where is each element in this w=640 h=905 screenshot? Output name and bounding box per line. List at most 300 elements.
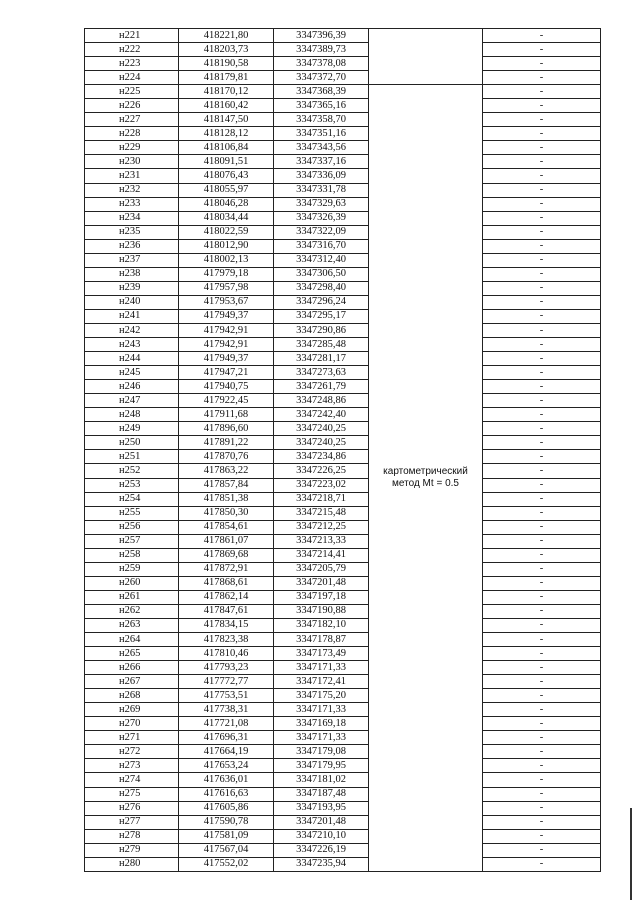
table-row [85, 576, 601, 590]
point-id-cell: н231 [85, 169, 179, 183]
point-id-cell: н258 [85, 548, 179, 562]
y-coordinate-cell: 3347179,95 [274, 759, 369, 773]
x-coordinate-cell: 417581,09 [179, 829, 274, 843]
point-id-cell: н225 [85, 85, 179, 99]
x-coordinate-cell: 417862,14 [179, 590, 274, 604]
accuracy-cell: - [483, 43, 601, 57]
point-id-cell: н228 [85, 127, 179, 141]
x-coordinate-cell: 417940,75 [179, 380, 274, 394]
y-coordinate-cell: 3347331,78 [274, 183, 369, 197]
x-coordinate-cell: 418046,28 [179, 197, 274, 211]
y-coordinate-cell: 3347171,33 [274, 661, 369, 675]
x-coordinate-cell: 417721,08 [179, 717, 274, 731]
x-coordinate-cell: 417664,19 [179, 745, 274, 759]
x-coordinate-cell: 418190,58 [179, 57, 274, 71]
accuracy-cell: - [483, 57, 601, 71]
table-row [85, 633, 601, 647]
y-coordinate-cell: 3347212,25 [274, 520, 369, 534]
point-id-cell: н279 [85, 843, 179, 857]
x-coordinate-cell: 417857,84 [179, 478, 274, 492]
table-row [85, 29, 601, 43]
table-row [85, 338, 601, 352]
table-row [85, 281, 601, 295]
table-row [85, 478, 601, 492]
accuracy-cell: - [483, 604, 601, 618]
point-id-cell: н227 [85, 113, 179, 127]
x-coordinate-cell: 417851,38 [179, 492, 274, 506]
accuracy-cell: - [483, 323, 601, 337]
accuracy-cell: - [483, 281, 601, 295]
point-id-cell: н230 [85, 155, 179, 169]
x-coordinate-cell: 417567,04 [179, 843, 274, 857]
x-coordinate-cell: 418034,44 [179, 211, 274, 225]
point-id-cell: н273 [85, 759, 179, 773]
point-id-cell: н252 [85, 464, 179, 478]
table-row [85, 99, 601, 113]
point-id-cell: н274 [85, 773, 179, 787]
y-coordinate-cell: 3347351,16 [274, 127, 369, 141]
accuracy-cell: - [483, 745, 601, 759]
point-id-cell: н233 [85, 197, 179, 211]
accuracy-cell: - [483, 492, 601, 506]
x-coordinate-cell: 417896,60 [179, 422, 274, 436]
point-id-cell: н244 [85, 352, 179, 366]
x-coordinate-cell: 417869,68 [179, 548, 274, 562]
point-id-cell: н249 [85, 422, 179, 436]
accuracy-cell: - [483, 731, 601, 745]
y-coordinate-cell: 3347223,02 [274, 478, 369, 492]
y-coordinate-cell: 3347312,40 [274, 253, 369, 267]
table-row [85, 183, 601, 197]
x-coordinate-cell: 417949,37 [179, 352, 274, 366]
accuracy-cell: - [483, 239, 601, 253]
y-coordinate-cell: 3347201,48 [274, 815, 369, 829]
x-coordinate-cell: 418128,12 [179, 127, 274, 141]
accuracy-cell: - [483, 703, 601, 717]
y-coordinate-cell: 3347235,94 [274, 857, 369, 871]
point-id-cell: н222 [85, 43, 179, 57]
table-row [85, 464, 601, 478]
point-id-cell: н260 [85, 576, 179, 590]
table-row [85, 197, 601, 211]
x-coordinate-cell: 417834,15 [179, 618, 274, 632]
accuracy-cell: - [483, 352, 601, 366]
x-coordinate-cell: 417753,51 [179, 689, 274, 703]
table-row [85, 548, 601, 562]
point-id-cell: н221 [85, 29, 179, 43]
point-id-cell: н268 [85, 689, 179, 703]
accuracy-cell: - [483, 576, 601, 590]
y-coordinate-cell: 3347295,17 [274, 309, 369, 323]
y-coordinate-cell: 3347337,16 [274, 155, 369, 169]
accuracy-cell: - [483, 71, 601, 85]
table-row [85, 787, 601, 801]
x-coordinate-cell: 417738,31 [179, 703, 274, 717]
table-row [85, 169, 601, 183]
point-id-cell: н237 [85, 253, 179, 267]
point-id-cell: н246 [85, 380, 179, 394]
x-coordinate-cell: 418147,50 [179, 113, 274, 127]
table-row [85, 717, 601, 731]
accuracy-cell: - [483, 183, 601, 197]
accuracy-cell: - [483, 548, 601, 562]
accuracy-cell: - [483, 295, 601, 309]
point-id-cell: н250 [85, 436, 179, 450]
method-label-line2: метод Mt = 0.5 [392, 478, 459, 489]
y-coordinate-cell: 3347226,25 [274, 464, 369, 478]
point-id-cell: н239 [85, 281, 179, 295]
y-coordinate-cell: 3347205,79 [274, 562, 369, 576]
table-row [85, 450, 601, 464]
point-id-cell: н278 [85, 829, 179, 843]
table-row [85, 352, 601, 366]
y-coordinate-cell: 3347329,63 [274, 197, 369, 211]
accuracy-cell: - [483, 801, 601, 815]
accuracy-cell: - [483, 759, 601, 773]
x-coordinate-cell: 417949,37 [179, 309, 274, 323]
y-coordinate-cell: 3347172,41 [274, 675, 369, 689]
x-coordinate-cell: 417911,68 [179, 408, 274, 422]
y-coordinate-cell: 3347234,86 [274, 450, 369, 464]
accuracy-cell: - [483, 155, 601, 169]
y-coordinate-cell: 3347169,18 [274, 717, 369, 731]
accuracy-cell: - [483, 85, 601, 99]
x-coordinate-cell: 417942,91 [179, 338, 274, 352]
point-id-cell: н257 [85, 534, 179, 548]
accuracy-cell: - [483, 211, 601, 225]
table-row [85, 366, 601, 380]
accuracy-cell: - [483, 197, 601, 211]
accuracy-cell: - [483, 843, 601, 857]
point-id-cell: н243 [85, 338, 179, 352]
accuracy-cell: - [483, 29, 601, 43]
point-id-cell: н277 [85, 815, 179, 829]
y-coordinate-cell: 3347210,10 [274, 829, 369, 843]
x-coordinate-cell: 418022,59 [179, 225, 274, 239]
accuracy-cell: - [483, 857, 601, 871]
y-coordinate-cell: 3347326,39 [274, 211, 369, 225]
table-row [85, 295, 601, 309]
accuracy-cell: - [483, 534, 601, 548]
accuracy-cell: - [483, 267, 601, 281]
y-coordinate-cell: 3347378,08 [274, 57, 369, 71]
table-row [85, 85, 601, 99]
point-id-cell: н248 [85, 408, 179, 422]
x-coordinate-cell: 417636,01 [179, 773, 274, 787]
y-coordinate-cell: 3347226,19 [274, 843, 369, 857]
y-coordinate-cell: 3347201,48 [274, 576, 369, 590]
x-coordinate-cell: 417793,23 [179, 661, 274, 675]
accuracy-cell: - [483, 464, 601, 478]
table-row [85, 731, 601, 745]
accuracy-cell: - [483, 253, 601, 267]
x-coordinate-cell: 417823,38 [179, 633, 274, 647]
x-coordinate-cell: 417590,78 [179, 815, 274, 829]
y-coordinate-cell: 3347396,39 [274, 29, 369, 43]
y-coordinate-cell: 3347182,10 [274, 618, 369, 632]
point-id-cell: н280 [85, 857, 179, 871]
table-row [85, 520, 601, 534]
point-id-cell: н259 [85, 562, 179, 576]
y-coordinate-cell: 3347197,18 [274, 590, 369, 604]
point-id-cell: н234 [85, 211, 179, 225]
point-id-cell: н275 [85, 787, 179, 801]
y-coordinate-cell: 3347290,86 [274, 323, 369, 337]
x-coordinate-cell: 418160,42 [179, 99, 274, 113]
accuracy-cell: - [483, 689, 601, 703]
y-coordinate-cell: 3347365,16 [274, 99, 369, 113]
x-coordinate-cell: 417891,22 [179, 436, 274, 450]
accuracy-cell: - [483, 225, 601, 239]
table-row [85, 127, 601, 141]
table-row [85, 253, 601, 267]
accuracy-cell: - [483, 618, 601, 632]
point-id-cell: н264 [85, 633, 179, 647]
point-id-cell: н267 [85, 675, 179, 689]
table-row [85, 323, 601, 337]
y-coordinate-cell: 3347190,88 [274, 604, 369, 618]
table-row [85, 436, 601, 450]
table-row [85, 155, 601, 169]
y-coordinate-cell: 3347296,24 [274, 295, 369, 309]
point-id-cell: н276 [85, 801, 179, 815]
y-coordinate-cell: 3347281,17 [274, 352, 369, 366]
x-coordinate-cell: 417616,63 [179, 787, 274, 801]
point-id-cell: н229 [85, 141, 179, 155]
accuracy-cell: - [483, 422, 601, 436]
table-row [85, 773, 601, 787]
y-coordinate-cell: 3347173,49 [274, 647, 369, 661]
point-id-cell: н254 [85, 492, 179, 506]
y-coordinate-cell: 3347240,25 [274, 436, 369, 450]
x-coordinate-cell: 418106,84 [179, 141, 274, 155]
x-coordinate-cell: 417605,86 [179, 801, 274, 815]
point-id-cell: н240 [85, 295, 179, 309]
table-row [85, 57, 601, 71]
y-coordinate-cell: 3347187,48 [274, 787, 369, 801]
accuracy-cell: - [483, 127, 601, 141]
accuracy-cell: - [483, 675, 601, 689]
y-coordinate-cell: 3347273,63 [274, 366, 369, 380]
margin-mark [630, 808, 632, 900]
table-row [85, 267, 601, 281]
x-coordinate-cell: 417854,61 [179, 520, 274, 534]
x-coordinate-cell: 417870,76 [179, 450, 274, 464]
accuracy-cell: - [483, 113, 601, 127]
table-row [85, 408, 601, 422]
point-id-cell: н265 [85, 647, 179, 661]
x-coordinate-cell: 417979,18 [179, 267, 274, 281]
y-coordinate-cell: 3347215,48 [274, 506, 369, 520]
x-coordinate-cell: 418221,80 [179, 29, 274, 43]
y-coordinate-cell: 3347372,70 [274, 71, 369, 85]
table-row [85, 422, 601, 436]
x-coordinate-cell: 417850,30 [179, 506, 274, 520]
table-row [85, 703, 601, 717]
point-id-cell: н245 [85, 366, 179, 380]
table-row [85, 843, 601, 857]
point-id-cell: н241 [85, 309, 179, 323]
accuracy-cell: - [483, 717, 601, 731]
accuracy-cell: - [483, 408, 601, 422]
table-row [85, 394, 601, 408]
x-coordinate-cell: 417653,24 [179, 759, 274, 773]
table-row [85, 71, 601, 85]
accuracy-cell: - [483, 141, 601, 155]
accuracy-cell: - [483, 633, 601, 647]
x-coordinate-cell: 418002,13 [179, 253, 274, 267]
coordinates-table-body [85, 29, 601, 872]
point-id-cell: н263 [85, 618, 179, 632]
accuracy-cell: - [483, 773, 601, 787]
y-coordinate-cell: 3347240,25 [274, 422, 369, 436]
table-row [85, 801, 601, 815]
accuracy-cell: - [483, 590, 601, 604]
table-row [85, 43, 601, 57]
point-id-cell: н235 [85, 225, 179, 239]
y-coordinate-cell: 3347261,79 [274, 380, 369, 394]
y-coordinate-cell: 3347343,56 [274, 141, 369, 155]
point-id-cell: н256 [85, 520, 179, 534]
point-id-cell: н255 [85, 506, 179, 520]
y-coordinate-cell: 3347248,86 [274, 394, 369, 408]
x-coordinate-cell: 417942,91 [179, 323, 274, 337]
method-cell [369, 85, 483, 872]
table-row [85, 492, 601, 506]
point-id-cell: н253 [85, 478, 179, 492]
accuracy-cell: - [483, 450, 601, 464]
point-id-cell: н224 [85, 71, 179, 85]
table-row [85, 211, 601, 225]
point-id-cell: н223 [85, 57, 179, 71]
y-coordinate-cell: 3347175,20 [274, 689, 369, 703]
y-coordinate-cell: 3347181,02 [274, 773, 369, 787]
table-row [85, 380, 601, 394]
x-coordinate-cell: 417847,61 [179, 604, 274, 618]
y-coordinate-cell: 3347178,87 [274, 633, 369, 647]
x-coordinate-cell: 418203,73 [179, 43, 274, 57]
point-id-cell: н270 [85, 717, 179, 731]
table-row [85, 857, 601, 871]
accuracy-cell: - [483, 829, 601, 843]
x-coordinate-cell: 417861,07 [179, 534, 274, 548]
accuracy-cell: - [483, 520, 601, 534]
y-coordinate-cell: 3347322,09 [274, 225, 369, 239]
table-row [85, 618, 601, 632]
point-id-cell: н242 [85, 323, 179, 337]
x-coordinate-cell: 418091,51 [179, 155, 274, 169]
table-row [85, 239, 601, 253]
point-id-cell: н261 [85, 590, 179, 604]
table-row [85, 759, 601, 773]
y-coordinate-cell: 3347214,41 [274, 548, 369, 562]
x-coordinate-cell: 417957,98 [179, 281, 274, 295]
y-coordinate-cell: 3347306,50 [274, 267, 369, 281]
table-row [85, 506, 601, 520]
y-coordinate-cell: 3347298,40 [274, 281, 369, 295]
x-coordinate-cell: 418012,90 [179, 239, 274, 253]
table-row [85, 604, 601, 618]
table-row [85, 225, 601, 239]
coordinates-table [84, 28, 601, 872]
table-row [85, 534, 601, 548]
y-coordinate-cell: 3347336,09 [274, 169, 369, 183]
x-coordinate-cell: 417863,22 [179, 464, 274, 478]
table-row [85, 309, 601, 323]
y-coordinate-cell: 3347218,71 [274, 492, 369, 506]
x-coordinate-cell: 418076,43 [179, 169, 274, 183]
point-id-cell: н232 [85, 183, 179, 197]
method-label-line1: картометрический [383, 466, 468, 477]
y-coordinate-cell: 3347316,70 [274, 239, 369, 253]
point-id-cell: н251 [85, 450, 179, 464]
accuracy-cell: - [483, 647, 601, 661]
accuracy-cell: - [483, 478, 601, 492]
table-row [85, 141, 601, 155]
accuracy-cell: - [483, 338, 601, 352]
x-coordinate-cell: 418179,81 [179, 71, 274, 85]
accuracy-cell: - [483, 787, 601, 801]
x-coordinate-cell: 417922,45 [179, 394, 274, 408]
accuracy-cell: - [483, 394, 601, 408]
point-id-cell: н226 [85, 99, 179, 113]
accuracy-cell: - [483, 380, 601, 394]
x-coordinate-cell: 417772,77 [179, 675, 274, 689]
y-coordinate-cell: 3347368,39 [274, 85, 369, 99]
table-row [85, 113, 601, 127]
y-coordinate-cell: 3347389,73 [274, 43, 369, 57]
point-id-cell: н262 [85, 604, 179, 618]
point-id-cell: н236 [85, 239, 179, 253]
y-coordinate-cell: 3347242,40 [274, 408, 369, 422]
accuracy-cell: - [483, 661, 601, 675]
x-coordinate-cell: 418055,97 [179, 183, 274, 197]
point-id-cell: н271 [85, 731, 179, 745]
point-id-cell: н272 [85, 745, 179, 759]
accuracy-cell: - [483, 815, 601, 829]
y-coordinate-cell: 3347213,33 [274, 534, 369, 548]
accuracy-cell: - [483, 99, 601, 113]
table-row [85, 661, 601, 675]
y-coordinate-cell: 3347171,33 [274, 703, 369, 717]
x-coordinate-cell: 417696,31 [179, 731, 274, 745]
x-coordinate-cell: 417552,02 [179, 857, 274, 871]
table-row [85, 815, 601, 829]
y-coordinate-cell: 3347285,48 [274, 338, 369, 352]
y-coordinate-cell: 3347179,08 [274, 745, 369, 759]
accuracy-cell: - [483, 436, 601, 450]
accuracy-cell: - [483, 506, 601, 520]
accuracy-cell: - [483, 366, 601, 380]
point-id-cell: н238 [85, 267, 179, 281]
table-row [85, 745, 601, 759]
accuracy-cell: - [483, 562, 601, 576]
x-coordinate-cell: 417810,46 [179, 647, 274, 661]
table-row [85, 562, 601, 576]
table-row [85, 590, 601, 604]
x-coordinate-cell: 417953,67 [179, 295, 274, 309]
point-id-cell: н269 [85, 703, 179, 717]
point-id-cell: н247 [85, 394, 179, 408]
y-coordinate-cell: 3347171,33 [274, 731, 369, 745]
table-row [85, 829, 601, 843]
point-id-cell: н266 [85, 661, 179, 675]
accuracy-cell: - [483, 169, 601, 183]
table-row [85, 647, 601, 661]
y-coordinate-cell: 3347358,70 [274, 113, 369, 127]
table-row [85, 675, 601, 689]
table-row [85, 689, 601, 703]
